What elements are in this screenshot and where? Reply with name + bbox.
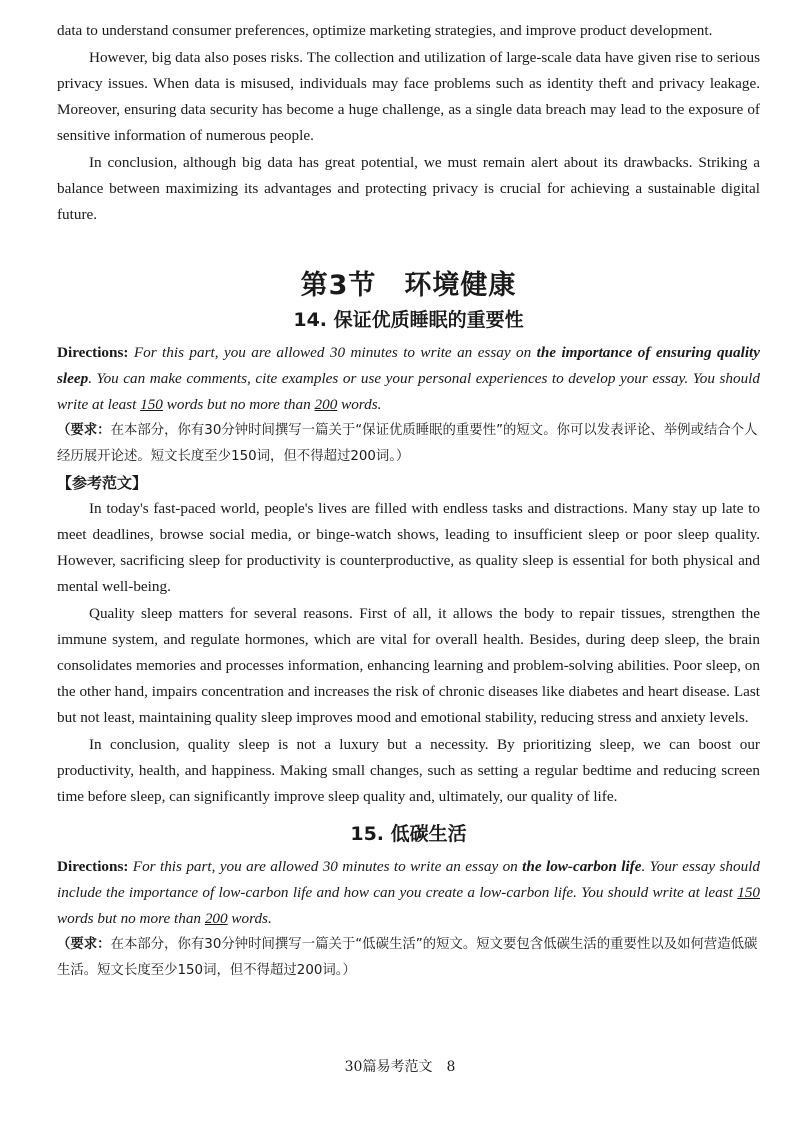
section-heading xyxy=(57,263,760,302)
directions-text: words. xyxy=(337,396,382,413)
topic-15-title: 15. 低碳生活 xyxy=(350,823,467,845)
model-essay-label: 【参考范文】 xyxy=(57,474,148,492)
continuation-paragraph-2: However, big data also poses risks. The collection and utilization of large-scale data have given rise to serious privacy issues. When data is misused, individuals may face problems such as identity theft and privacy leakage. Moreover, ensuring data security has become a huge challenge, as a single data breach may lead to the exposure of sensitive information of numerous people. xyxy=(57,49,760,144)
topic-14-directions xyxy=(57,340,760,418)
requirement-text: 在本部分，你有30分钟时间撰写一篇关于“低碳生活”的短文。短文要包含低碳生活的重要性以及如何营造低碳生活。短文长度至少150词，但不得超过200词。） xyxy=(57,937,758,978)
directions-label: Directions: xyxy=(57,858,129,875)
model-essay-paragraph-1: In today's fast-paced world, people's lives are filled with endless tasks and distractions. Many stay up late to meet deadlines, browse social media, or binge-watch shows, leading to insufficient sleep or poor sleep quality. However, sacrificing sleep for productivity is counterproductive, as quality sleep is essential for both physical and mental well-being. xyxy=(57,500,760,595)
min-word-count: 150 xyxy=(140,396,163,413)
topic-15-directions xyxy=(57,854,760,932)
page-footer: 30篇易考范文 8 xyxy=(344,1059,456,1075)
directions-text: words but no more than xyxy=(162,396,315,413)
max-word-count: 200 xyxy=(314,396,338,413)
max-word-count: 200 xyxy=(204,910,228,927)
essay-topic: the importance of ensuring quality sleep xyxy=(57,344,760,387)
directions-text: words but no more than xyxy=(57,910,205,927)
directions-text: . You can make comments, cite examples or use your personal experiences to develop your essay. You should write at least xyxy=(57,370,760,413)
directions-label: Directions: xyxy=(57,344,129,361)
continuation-paragraph-3: In conclusion, although big data has great potential, we must remain alert about its drawbacks. Striking a balance between maximizing its advantages and protecting privacy is crucial for achieving a sustainable digital future. xyxy=(57,154,760,223)
section-name: 环境健康 xyxy=(404,270,517,301)
continuation-paragraph-1: data to understand consumer preferences, optimize marketing strategies, and improve product development. xyxy=(57,22,713,39)
requirement-label: （要求： xyxy=(57,423,111,438)
model-essay-paragraph-3: In conclusion, quality sleep is not a luxury but a necessity. By prioritizing sleep, we can boost our productivity, health, and happiness. Making small changes, such as setting a regular bedtime and reducing screen time before sleep, can significantly improve sleep quality and, ultimately, our quality of life. xyxy=(57,736,760,805)
directions-text: . Your essay should include the importance of low-carbon life and how can you create a low-carbon life. You should write at least xyxy=(57,858,761,901)
directions-text: words. xyxy=(227,910,272,927)
min-word-count: 150 xyxy=(737,884,760,901)
directions-text: For this part, you are allowed 30 minutes to write an essay on xyxy=(128,344,537,361)
directions-text: For this part, you are allowed 30 minutes to write an essay on xyxy=(128,858,523,875)
requirement-label: （要求： xyxy=(57,937,111,952)
topic-14-title: 14. 保证优质睡眠的重要性 xyxy=(293,309,524,331)
section-number: 第3节 xyxy=(300,270,377,301)
model-essay-paragraph-2: Quality sleep matters for several reasons. First of all, it allows the body to repair tissues, strengthen the immune system, and regulate hormones, which are vital for overall health. Besides, during deep sleep, the brain consolidates memories and processes information, enhancing learning and problem-solving abilities. Poor sleep, on the other hand, impairs concentration and increases the risk of chronic diseases like diabetes and heart disease. Last but not least, maintaining quality sleep improves mood and emotional stability, reducing stress and anxiety levels. xyxy=(57,605,760,726)
topic-14-requirement xyxy=(57,418,760,470)
topic-15-requirement xyxy=(57,932,760,984)
requirement-text: 在本部分，你有30分钟时间撰写一篇关于“保证优质睡眠的重要性”的短文。你可以发表评论、举例或结合个人经历展开论述。短文长度至少150词，但不得超过200词。） xyxy=(57,423,758,464)
essay-topic: the low-carbon life xyxy=(522,858,642,875)
